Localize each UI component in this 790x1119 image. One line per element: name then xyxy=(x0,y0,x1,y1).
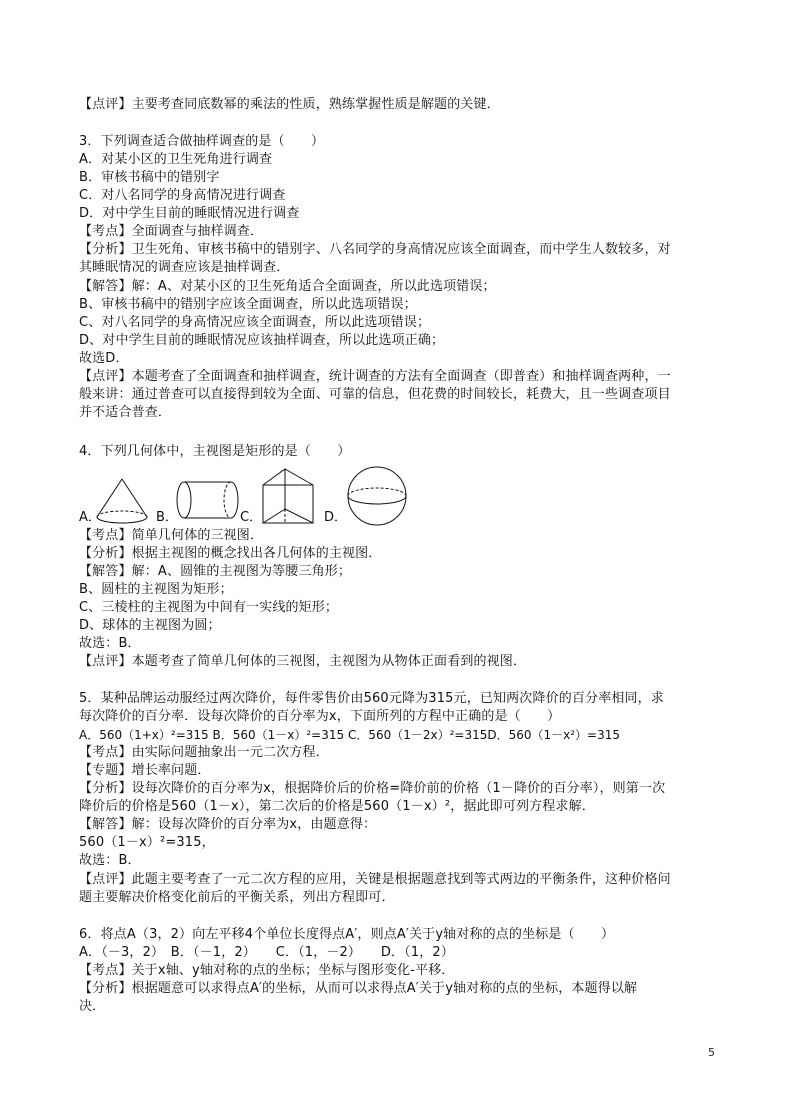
text-line: C．对八名同学的身高情况进行调查 xyxy=(79,188,286,203)
option-a-label: A． xyxy=(79,510,101,525)
triangular-prism-figure xyxy=(259,467,321,527)
text-line: B．审核书稿中的错别字 xyxy=(79,170,220,185)
text-line: 【分析】根据主视图的概念找出各几何体的主视图． xyxy=(79,546,382,561)
text-line: 故选：B． xyxy=(79,853,141,868)
text-line: B、圆柱的主视图为矩形； xyxy=(79,582,233,597)
text-line: 并不适合普查． xyxy=(79,405,172,420)
text-line: 【解答】解：A、对某小区的卫生死角适合全面调查，所以此选项错误； xyxy=(79,279,496,294)
text-line: 560（1－x）²=315， xyxy=(79,835,215,850)
text-line: 【考点】由实际问题抽象出一元二次方程． xyxy=(79,745,329,760)
text-line: C、对八名同学的身高情况应该全面调查，所以此选项错误； xyxy=(79,315,431,330)
page-number: 5 xyxy=(708,1046,715,1059)
text-line: 【分析】卫生死角、审核书稿中的错别字、八名同学的身高情况应该全面调查，而中学生人数较多，对 xyxy=(79,242,671,257)
text-line: D．对中学生目前的睡眠情况进行调查 xyxy=(79,206,300,221)
text-line: 其睡眠情况的调查应该是抽样调查． xyxy=(79,260,290,275)
text-line: 【点评】本题考查了全面调查和抽样调查，统计调查的方法有全面调查（即普查）和抽样调查两种，一 xyxy=(79,369,671,384)
text-line: 【分析】设每次降价的百分率为x，根据降价后的价格=降价前的价格（1－降价的百分率），则第一次 xyxy=(79,781,666,796)
question-5-stem: 5．某种品牌运动服经过两次降价，每件零售价由560元降为315元，已知两次降价的百分率相同，求 xyxy=(79,691,664,706)
solid-figures xyxy=(79,477,419,527)
text-line: C、三棱柱的主视图为中间有一实线的矩形； xyxy=(79,600,339,615)
text-line: 【分析】根据题意可以求得点A′的坐标，从而可以求得点A′关于y轴对称的点的坐标，本题得以解 xyxy=(79,981,638,996)
text-line: 【解答】解：A、圆锥的主视图为等腰三角形； xyxy=(79,564,352,579)
option-c-label: C． xyxy=(240,510,263,525)
text-line: A．对某小区的卫生死角进行调查 xyxy=(79,152,273,167)
text-line: 【点评】本题考查了简单几何体的三视图，主视图为从物体正面看到的视图． xyxy=(79,654,527,669)
text-line: 【点评】此题主要考查了一元二次方程的应用，关键是根据题意找到等式两边的平衡条件，这种价格问 xyxy=(79,872,671,887)
text-line: 【点评】主要考查同底数幂的乘法的性质，熟练掌握性质是解题的关键． xyxy=(79,97,500,112)
cone-figure xyxy=(93,477,151,527)
question-4-stem: 4．下列几何体中，主视图是矩形的是（ ） xyxy=(79,444,351,459)
text-line: 【解答】解：设每次降价的百分率为x，由题意得： xyxy=(79,817,377,832)
option-b-label: B． xyxy=(156,510,178,525)
text-line: D、球体的主视图为圆； xyxy=(79,618,221,633)
text-line: 故选：B． xyxy=(79,636,141,651)
question-6-stem: 6．将点A（3，2）向左平移4个单位长度得点A′，则点A′关于y轴对称的点的坐标是（ ） xyxy=(79,927,615,942)
question-3-stem: 3．下列调查适合做抽样调查的是（ ） xyxy=(79,134,325,149)
text-line: 【考点】全面调查与抽样调查． xyxy=(79,224,264,239)
text-line: 【考点】关于x轴、y轴对称的点的坐标；坐标与图形变化-平移． xyxy=(79,963,455,978)
text-line: 【考点】简单几何体的三视图． xyxy=(79,528,264,543)
cylinder-figure xyxy=(175,477,241,523)
sphere-figure xyxy=(343,465,411,527)
text-line: 降价后的价格是560（1－x），第二次后的价格是560（1－x）²，据此即可列方程求解． xyxy=(79,799,595,814)
text-line: 决． xyxy=(79,999,106,1014)
text-line: 题主要解决价格变化前后的平衡关系，列出方程即可． xyxy=(79,890,395,905)
text-line: 每次降价的百分率．设每次降价的百分率为x，下面所列的方程中正确的是（ ） xyxy=(79,709,561,724)
text-line: A．（－3，2） B．（－1，2） C．（1，－2） D．（1，2） xyxy=(79,945,454,960)
text-line: B、审核书稿中的错别字应该全面调查，所以此选项错误； xyxy=(79,297,417,312)
text-line: 故选D． xyxy=(79,351,129,366)
text-line: D、对中学生目前的睡眠情况应该抽样调查，所以此选项正确； xyxy=(79,333,445,348)
text-line: A．560（1+x）²=315 B．560（1－x）²=315 C．560（1－2x）²=315D．560（1－x²）=315 xyxy=(79,728,621,742)
option-d-label: D． xyxy=(324,510,348,525)
text-line: 般来讲：通过普查可以直接得到较为全面、可靠的信息，但花费的时间较长，耗费大，且一些调查项目 xyxy=(79,387,671,402)
text-line: 【专题】增长率问题． xyxy=(79,763,211,778)
